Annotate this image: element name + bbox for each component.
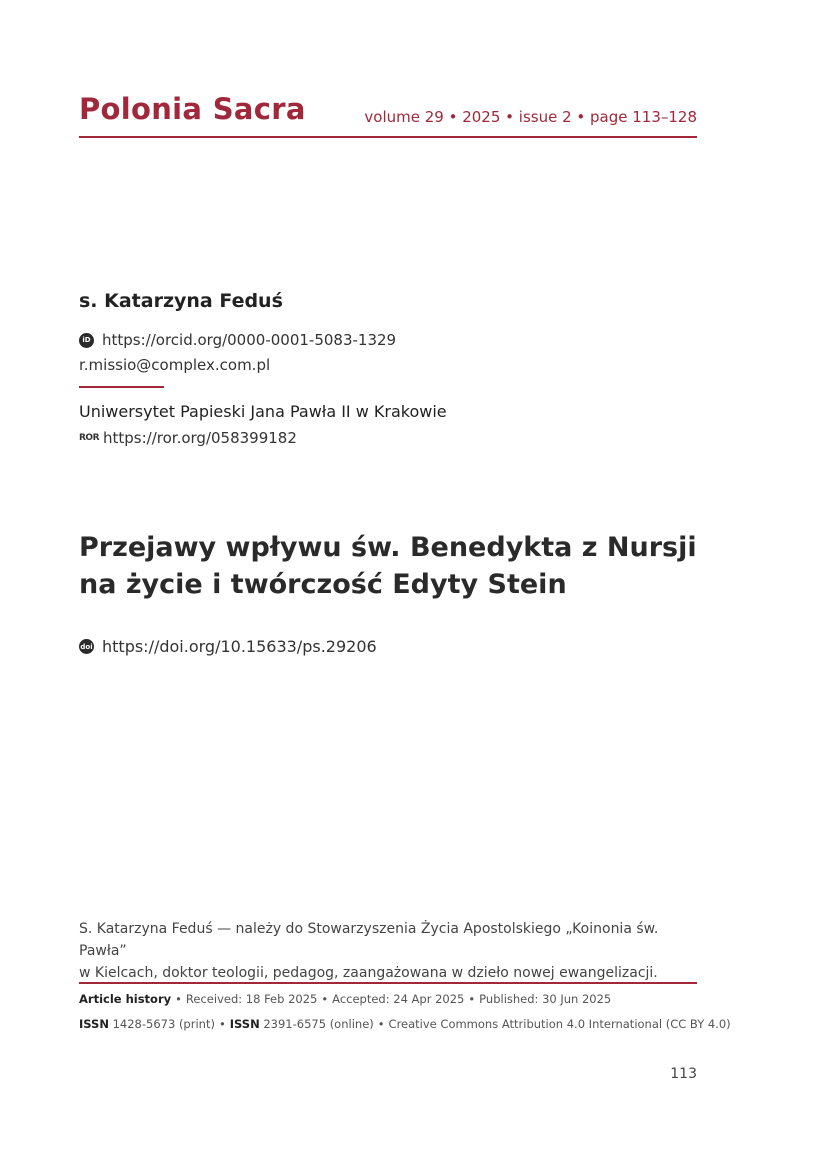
author-bio (79, 918, 704, 984)
doi-line (79, 637, 377, 656)
ror-icon: ROR (79, 433, 100, 443)
doi-icon: doi (79, 639, 94, 654)
separator: • (218, 1017, 226, 1031)
article-title-line-1: Przejawy wpływu św. Benedykta z Nursji (79, 532, 697, 563)
orcid-link[interactable]: https://orcid.org/0000-0001-5083-1329 (102, 331, 397, 349)
issn-label: ISSN (229, 1017, 260, 1031)
article-history (79, 992, 611, 1006)
ror-link[interactable]: https://ror.org/058399182 (103, 429, 297, 447)
author-name: s. Katarzyna Feduś (79, 290, 283, 312)
published-date: Published: 30 Jun 2025 (479, 992, 612, 1006)
journal-volume-info: volume 29 • 2025 • issue 2 • page 113–128 (364, 108, 697, 126)
author-email[interactable]: r.missio@complex.com.pl (79, 356, 271, 374)
issn-label: ISSN (79, 1017, 109, 1031)
page-number: 113 (670, 1066, 697, 1082)
orcid-icon: iD (79, 333, 94, 348)
issn-print: 1428-5673 (print) (112, 1017, 215, 1031)
footer-divider (79, 982, 697, 984)
license-text: Creative Commons Attribution 4.0 International (CC BY 4.0) (388, 1017, 731, 1031)
doi-link[interactable]: https://doi.org/10.15633/ps.29206 (102, 637, 377, 656)
accepted-date: Accepted: 24 Apr 2025 (332, 992, 465, 1006)
separator: • (468, 992, 476, 1006)
article-title-line-2: na życie i twórczość Edyty Stein (79, 569, 567, 600)
journal-title: Polonia Sacra (79, 92, 306, 126)
separator: • (175, 992, 182, 1006)
article-title (79, 529, 709, 603)
ror-line (79, 429, 297, 447)
author-affiliation: Uniwersytet Papieski Jana Pawła II w Krakowie (79, 402, 447, 421)
separator: • (321, 992, 329, 1006)
issn-line (79, 1017, 731, 1031)
author-bio-line-2: w Kielcach, doktor teologii, pedagog, zaangażowana w dzieło nowej ewangelizacji. (79, 965, 658, 981)
header-divider (79, 136, 697, 138)
author-bio-line-1: S. Katarzyna Feduś — należy do Stowarzyszenia Życia Apostolskiego „Koinonia św. Pawła” (79, 921, 659, 959)
issn-online: 2391-6575 (online) (263, 1017, 374, 1031)
separator: • (377, 1017, 385, 1031)
received-date: Received: 18 Feb 2025 (185, 992, 318, 1006)
author-divider (79, 386, 164, 388)
orcid-line (79, 331, 396, 349)
history-label: Article history (79, 992, 172, 1006)
